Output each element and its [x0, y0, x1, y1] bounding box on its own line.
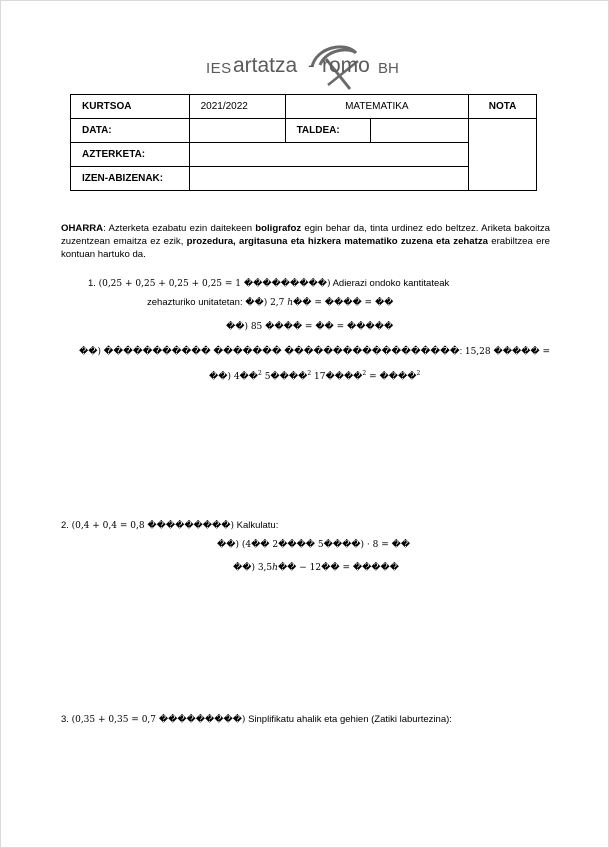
- question-1-d-2: 5����: [261, 372, 308, 382]
- question-2-number: 2.: [61, 520, 69, 531]
- question-1-a-expr-2: �� = ���� = ��: [293, 298, 394, 308]
- question-1-c-words: ����������� ������� ������������������:: [100, 346, 465, 357]
- data-field[interactable]: [189, 119, 285, 143]
- note-bold-2: prozedura, argitasuna eta hizkera matematiko zuzena eta zehatza: [186, 236, 488, 247]
- logo-bh-text: BH: [378, 60, 399, 77]
- logo-dash-text: -: [308, 55, 314, 75]
- question-1-c-mark: ��): [79, 347, 101, 357]
- question-2-text: Kalkulatu:: [233, 520, 279, 531]
- kurtsoa-label: KURTSOA: [71, 95, 190, 119]
- question-1-d-4: = ����: [366, 372, 417, 382]
- question-1-d-sup-2: 2: [307, 370, 312, 377]
- question-1-points: (0,25 + 0,25 + 0,25 + 0,25 = 1 ���������): [98, 279, 331, 289]
- note-text-2: egin behar da, tinta urdinez edo beltzez. Ariketa bakoitza zuzentzean emaitza ez ezik,: [61, 223, 550, 247]
- question-2-heading: [61, 520, 278, 531]
- question-1-d-sup-1: 2: [258, 370, 262, 377]
- question-1-d-3: 17����: [311, 372, 363, 382]
- question-1-d-1: ��) 4��: [209, 372, 259, 382]
- question-1-c-expr: 15,28 ����� =: [464, 347, 551, 357]
- taldea-label: TALDEA:: [285, 119, 370, 143]
- nota-field[interactable]: [469, 119, 537, 191]
- question-1-a-h: h: [287, 298, 294, 308]
- question-1-d-sup-4: 2: [416, 370, 421, 377]
- izen-abizenak-label: IZEN-ABIZENAK:: [71, 167, 190, 191]
- subject-name: MATEMATIKA: [285, 95, 469, 119]
- question-2-b-1: ��) 3,5: [233, 563, 273, 573]
- exam-note: [61, 222, 550, 261]
- question-1-part-d: [209, 370, 420, 382]
- note-bold-1: boligrafoz: [255, 223, 302, 234]
- taldea-field[interactable]: [370, 119, 468, 143]
- question-1-part-a: [147, 297, 393, 308]
- kurtsoa-value: 2021/2022: [189, 95, 285, 119]
- question-1-part-b: ��) 85 ���� = �� = �����: [226, 322, 394, 332]
- data-label: DATA:: [71, 119, 190, 143]
- question-2-part-a: ��) (4�� 2���� 5����) · 8 = ��: [217, 540, 411, 550]
- azterketa-field[interactable]: [189, 143, 469, 167]
- question-2-points: (0,4 + 0,4 = 0,8 ���������): [71, 521, 234, 531]
- question-3-heading: [61, 714, 452, 725]
- question-1-text-b: zehazturiko unitatetan:: [147, 297, 246, 308]
- question-1-part-c: [79, 346, 550, 357]
- note-text-1: : Azterketa ezabatu ezin daitekeen: [103, 223, 256, 234]
- azterketa-label: AZTERKETA:: [71, 143, 190, 167]
- question-3-number: 3.: [61, 714, 69, 725]
- school-logo: [206, 39, 416, 91]
- note-text-3: erabiltzea ere kontuan hartuko da.: [61, 236, 550, 260]
- question-3-text: Sinplifikatu ahalik eta gehien (Zatiki laburtezina):: [245, 714, 452, 725]
- question-1-number: 1.: [88, 278, 96, 289]
- nota-label: NOTA: [469, 95, 537, 119]
- question-2-b-h: h: [272, 563, 278, 573]
- question-1-text: Adierazi ondoko kantitateak: [330, 278, 450, 289]
- question-1-heading: [88, 278, 449, 289]
- note-label: OHARRA: [61, 223, 104, 234]
- izen-abizenak-field[interactable]: [189, 167, 469, 191]
- logo-artatza-text: artatza: [233, 54, 298, 77]
- question-1-d-sup-3: 2: [362, 370, 367, 377]
- question-1-a-expr-1: 2,7: [267, 298, 288, 308]
- question-2-part-b: [233, 563, 399, 573]
- question-2-b-2: �� − 12�� = �����: [277, 563, 399, 573]
- logo-romo-text: romo: [322, 54, 370, 77]
- logo-ies-text: IES: [206, 60, 232, 77]
- question-3-points: (0,35 + 0,35 = 0,7 ���������): [71, 715, 246, 725]
- exam-header-table: [70, 94, 537, 191]
- question-1-a-mark: ��): [245, 298, 268, 308]
